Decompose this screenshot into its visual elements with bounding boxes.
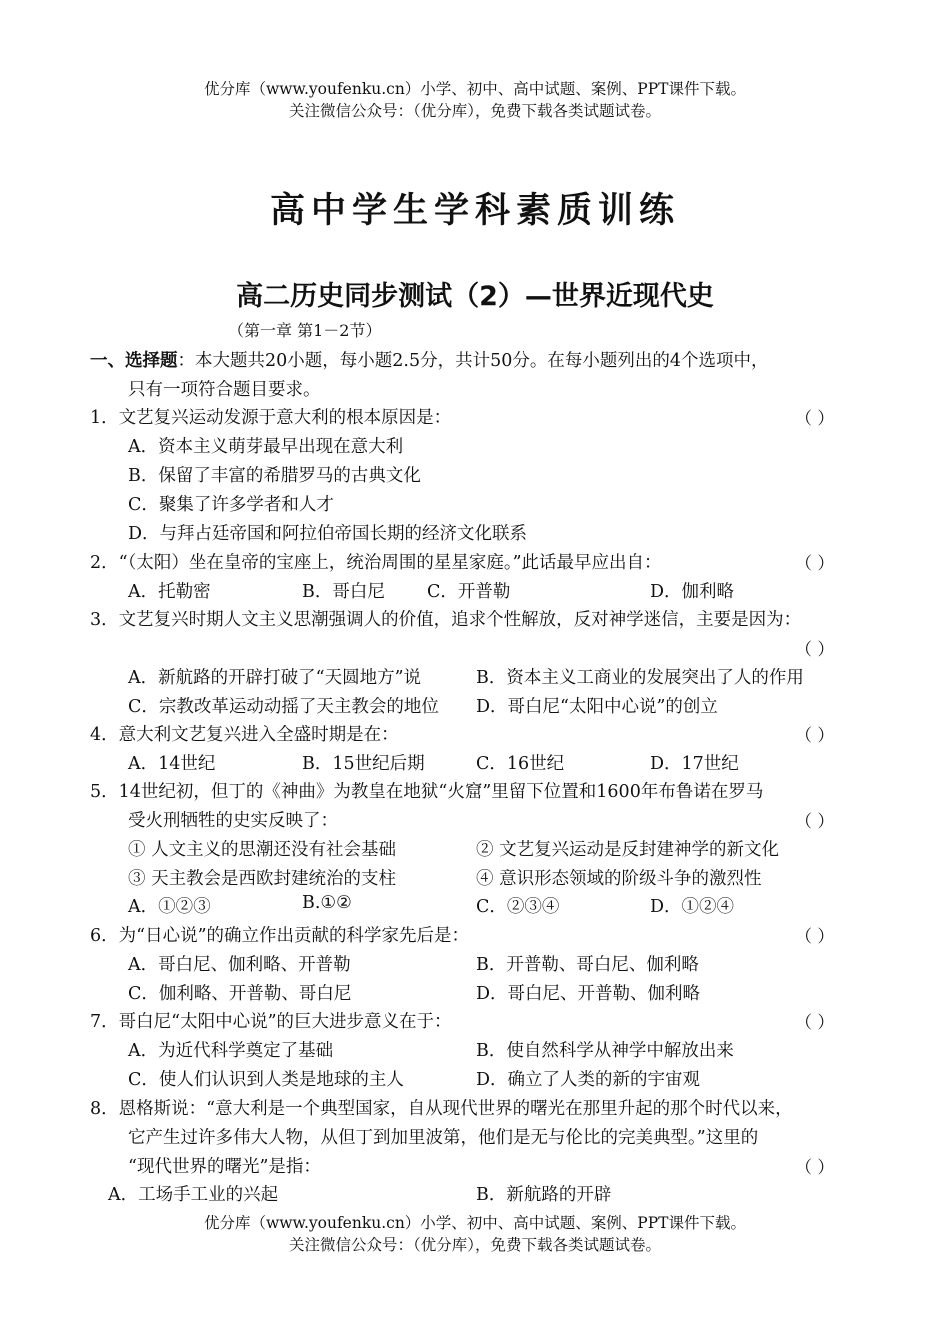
q7-option-c: C．使人们认识到人类是地球的主人: [128, 1070, 404, 1090]
q5-option-b: B.①②: [302, 893, 352, 913]
section-heading: [90, 347, 769, 372]
q7-option-d: D．确立了人类的新的宇宙观: [476, 1070, 701, 1090]
chapter-range: （第一章 第1－2节）: [228, 321, 382, 340]
q3-option-b: B．资本主义工商业的发展突出了人的作用: [476, 668, 804, 688]
q6-option-d: D．哥白尼、开普勒、伽利略: [476, 984, 701, 1004]
q5-option-d: D．①②④: [650, 897, 735, 917]
question-1-stem: 1．文艺复兴运动发源于意大利的根本原因是：: [90, 408, 452, 428]
header-line-1: 优分库（www.youfenku.cn）小学、初中、高中试题、案例、PPT课件下载。: [203, 80, 747, 98]
q5-statement-2: ② 文艺复兴运动是反封建神学的新文化: [476, 840, 780, 860]
footer-line-1: 优分库（www.youfenku.cn）小学、初中、高中试题、案例、PPT课件下载。: [203, 1214, 747, 1232]
q8-option-b: B．新航路的开辟: [476, 1185, 612, 1205]
question-5-stem: 5．14世纪初，但丁的《神曲》为教皇在地狱“火窟”里留下位置和1600年布鲁诺在罗马: [90, 782, 764, 802]
q2-option-c: C．开普勒: [427, 582, 511, 602]
q5-option-c: C．②③④: [476, 897, 560, 917]
answer-blank-7[interactable]: （ ）: [795, 1013, 835, 1033]
section-label: 一、选择题: [90, 351, 178, 371]
q2-option-d: D．伽利略: [650, 582, 735, 602]
q7-option-b: B．使自然科学从神学中解放出来: [476, 1041, 734, 1061]
q5-statement-4: ④ 意识形态领域的阶级斗争的激烈性: [476, 869, 762, 889]
question-6-stem: 6．为“日心说”的确立作出贡献的科学家先后是：: [90, 926, 470, 946]
q1-option-b: B．保留了丰富的希腊罗马的古典文化: [128, 466, 421, 486]
section-desc-cont: 只有一项符合题目要求。: [128, 380, 321, 400]
q2-option-b: B．哥白尼: [302, 582, 385, 602]
answer-blank-1[interactable]: （ ）: [795, 409, 835, 429]
q4-option-d: D．17世纪: [650, 754, 739, 774]
question-8-stem-cont-2: “现代世界的曙光”是指：: [128, 1157, 321, 1177]
q3-option-c: C．宗教改革运动动摇了天主教会的地位: [128, 697, 439, 717]
question-8-stem: 8．恩格斯说：“意大利是一个典型国家，自从现代世界的曙光在那里升起的那个时代以来，: [90, 1099, 793, 1119]
page-title: 高中学生学科素质训练: [269, 191, 680, 231]
header-line-2: 关注微信公众号：（优分库），免费下载各类试题试卷。: [288, 102, 661, 120]
answer-blank-4[interactable]: （ ）: [795, 726, 835, 746]
q8-option-a: A．工场手工业的兴起: [108, 1185, 279, 1205]
footer-line-2: 关注微信公众号：（优分库），免费下载各类试题试卷。: [288, 1236, 661, 1254]
answer-blank-3[interactable]: （ ）: [795, 640, 835, 660]
question-7-stem: 7．哥白尼“太阳中心说”的巨大进步意义在于：: [90, 1012, 452, 1032]
answer-blank-8[interactable]: （ ）: [795, 1158, 835, 1178]
q5-option-a: A．①②③: [128, 897, 211, 917]
answer-blank-6[interactable]: （ ）: [795, 927, 835, 947]
page-subtitle: 高二历史同步测试（2）—世界近现代史: [236, 281, 714, 312]
answer-blank-5[interactable]: （ ）: [795, 812, 835, 832]
q4-option-a: A．14世纪: [128, 754, 216, 774]
q7-option-a: A．为近代科学奠定了基础: [128, 1041, 334, 1061]
question-2-stem: 2．“（太阳）坐在皇帝的宝座上，统治周围的星星家庭。”此话最早应出自：: [90, 553, 662, 573]
q2-option-a: A．托勒密: [128, 582, 211, 602]
q1-option-d: D．与拜占廷帝国和阿拉伯帝国长期的经济文化联系: [128, 524, 528, 544]
answer-blank-2[interactable]: （ ）: [795, 554, 835, 574]
q6-option-b: B．开普勒、哥白尼、伽利略: [476, 955, 699, 975]
q3-option-a: A．新航路的开辟打破了“天圆地方”说: [128, 668, 422, 688]
question-4-stem: 4．意大利文艺复兴进入全盛时期是在：: [90, 725, 399, 745]
q6-option-a: A．哥白尼、伽利略、开普勒: [128, 955, 351, 975]
question-5-stem-cont: 受火刑牺牲的史实反映了：: [128, 811, 338, 831]
q3-option-d: D．哥白尼“太阳中心说”的创立: [476, 697, 718, 717]
q4-option-c: C．16世纪: [476, 754, 565, 774]
q5-statement-1: ① 人文主义的思潮还没有社会基础: [128, 840, 397, 860]
question-3-stem: 3．文艺复兴时期人文主义思潮强调人的价值，追求个性解放，反对神学迷信，主要是因为：: [90, 610, 802, 630]
q1-option-c: C．聚集了许多学者和人才: [128, 495, 334, 515]
question-8-stem-cont: 它产生过许多伟大人物，从但丁到加里波第，他们是无与伦比的完美典型。”这里的: [128, 1128, 759, 1148]
q4-option-b: B．15世纪后期: [302, 754, 425, 774]
q6-option-c: C．伽利略、开普勒、哥白尼: [128, 984, 352, 1004]
q5-statement-3: ③ 天主教会是西欧封建统治的支柱: [128, 869, 397, 889]
q1-option-a: A．资本主义萌芽最早出现在意大利: [128, 437, 404, 457]
section-desc: ：本大题共20小题，每小题2.5分，共计50分。在每小题列出的4个选项中，: [177, 351, 769, 371]
